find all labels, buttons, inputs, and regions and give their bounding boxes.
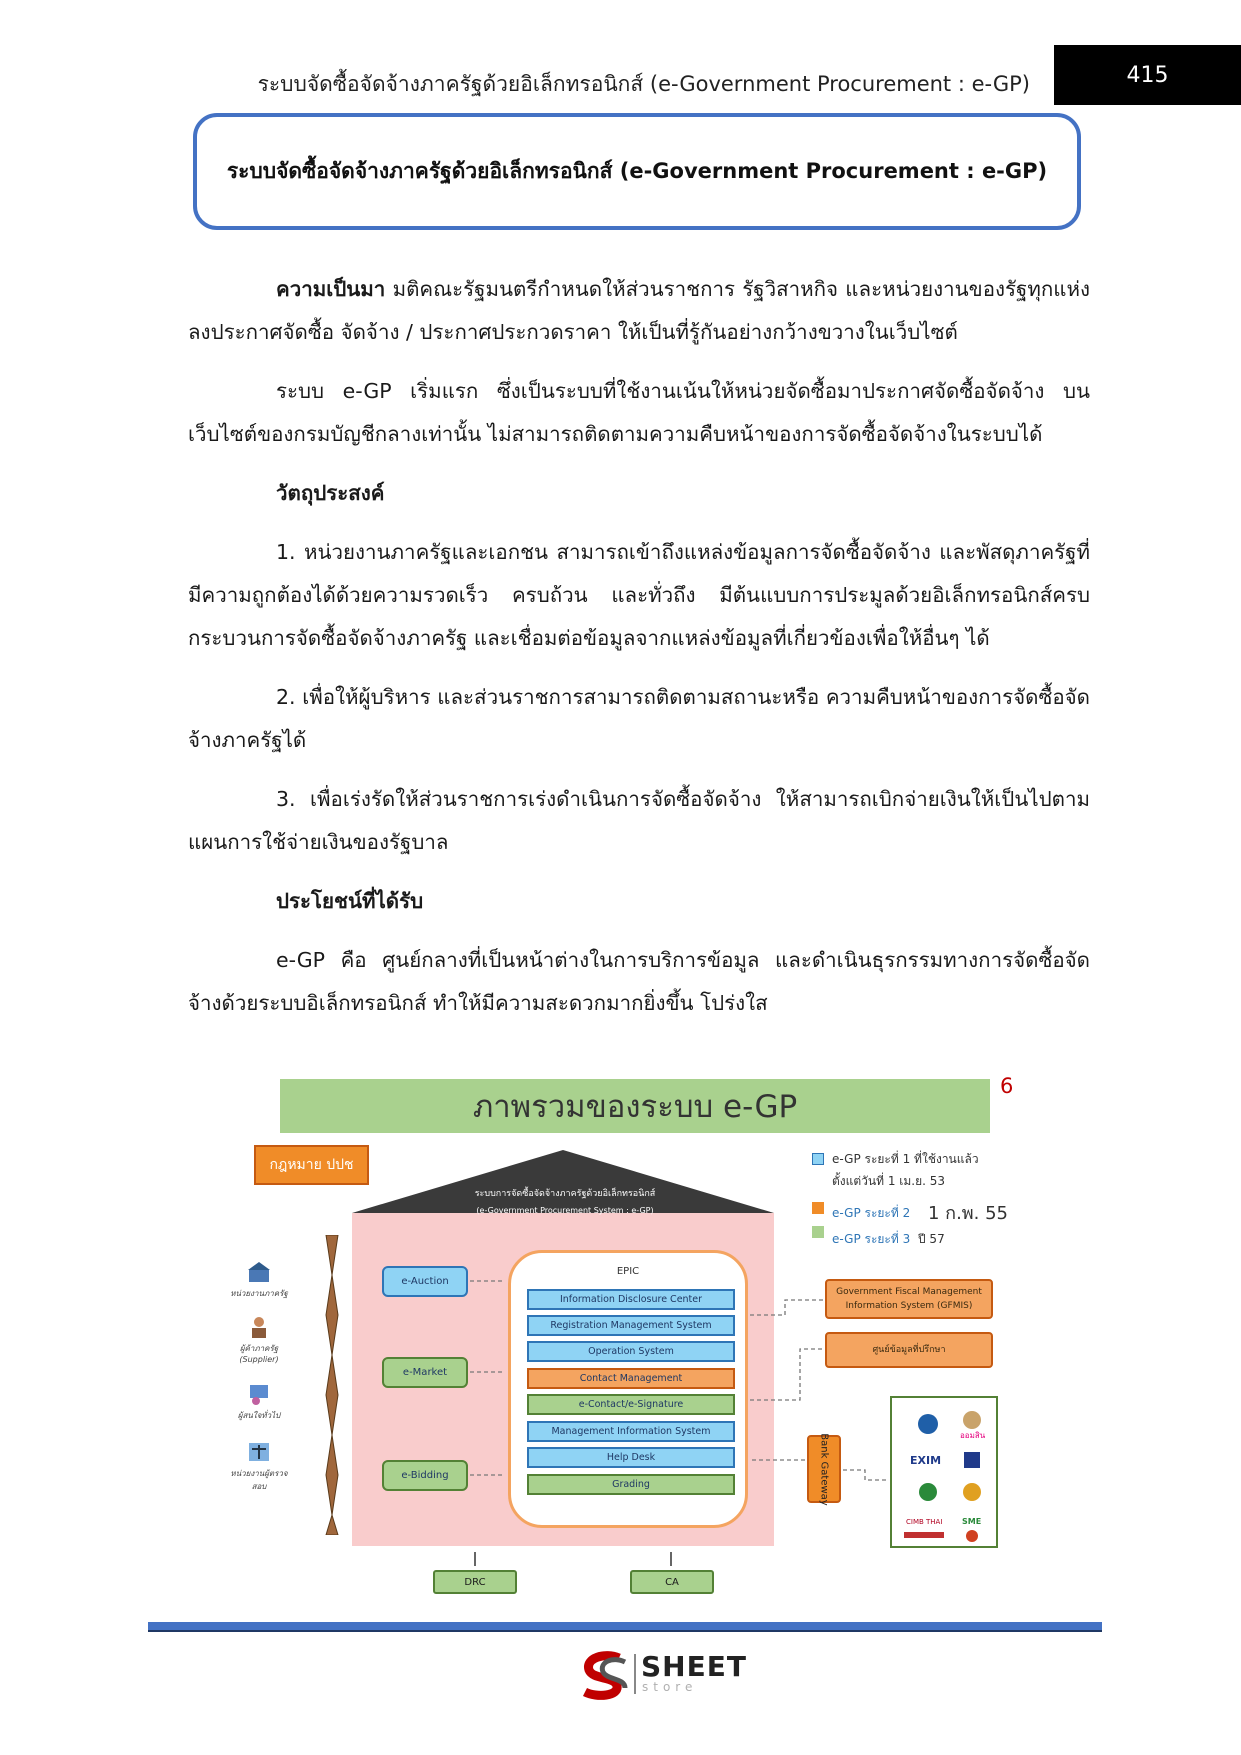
legend-phase1-date: ตั้งแต่วันที่ 1 เม.ย. 53 <box>832 1174 946 1188</box>
ca-box: CA <box>630 1570 714 1594</box>
law-box: กฎหมาย ปปช <box>254 1145 369 1185</box>
e-auction-box: e-Auction <box>382 1266 468 1297</box>
slide-number: 6 <box>1000 1074 1014 1098</box>
epic-item-contact-mgmt: Contact Management <box>527 1368 735 1389</box>
egp-overview-diagram <box>230 1070 1014 1610</box>
bank-logo-exim: EXIM <box>910 1454 942 1467</box>
bank-logo-cimb: CIMB THAI <box>906 1518 943 1526</box>
roof-title-thai: ระบบการจัดซื้อจัดจ้างภาครัฐด้วยอิเล็กทรอนิกส์ <box>474 1189 656 1199</box>
diagram-title: ภาพรวมของระบบ e-GP <box>280 1079 990 1133</box>
legend-phase3-swatch <box>812 1226 824 1238</box>
roof-title-english: (e-Government Procurement System : e-GP) <box>476 1206 654 1215</box>
paragraph-2: ระบบ e-GP เริ่มแรก ซึ่งเป็นระบบที่ใช้งานเน้นให้หน่วยจัดซื้อมาประกาศจัดซื้อจัดจ้าง บนเว็บไซต์ของกรมบัญชีกลางเท่านั้น ไม่สามารถติดตามความคืบหน้าของการจัดซื้อจัดจ้างในระบบได้ <box>188 379 1090 446</box>
stakeholder-sublabel: (Supplier) <box>239 1355 279 1364</box>
benefits-heading: ประโยชน์ที่ได้รับ <box>276 889 424 913</box>
background-paragraph <box>188 268 1090 354</box>
stakeholder-label: หน่วยงานภาครัฐ <box>230 1289 288 1298</box>
epic-item-mis: Management Information System <box>527 1421 735 1442</box>
bank-logo-gsb: ออมสิน <box>960 1431 986 1440</box>
logo-text: SHEET <box>641 1650 747 1683</box>
bank-logo-sme: SME <box>962 1517 982 1526</box>
bank-logos <box>892 1398 996 1546</box>
legend-phase3-date: ปี 57 <box>918 1232 945 1246</box>
consult-center-box: ศูนย์ข้อมูลที่ปรึกษา <box>825 1332 993 1368</box>
running-header: ระบบจัดซื้อจัดจ้างภาครัฐด้วยอิเล็กทรอนิกส์ (e-Government Procurement : e-GP) <box>257 72 1030 96</box>
epic-item-e-contact: e-Contact/e-Signature <box>527 1394 735 1415</box>
background-label: ความเป็นมา <box>276 277 386 301</box>
body-content <box>188 268 1090 1025</box>
bank-gateway-label: Bank Gateway <box>818 1432 830 1506</box>
page-number: 415 <box>1054 45 1241 105</box>
legend-phase3-text: e-GP ระยะที่ 3 <box>832 1232 911 1246</box>
logo-subtext: store <box>642 1680 698 1694</box>
bank-gateway-box <box>807 1432 841 1506</box>
objective-3: 3. เพื่อเร่งรัดให้ส่วนราชการเร่งดำเนินการจัดซื้อจัดจ้าง ให้สามารถเบิกจ่ายเงินให้เป็นไปตามแผนการใช้จ่ายเงินของรัฐบาล <box>188 787 1090 854</box>
gfmis-box: Government Fiscal Management Information System (GFMIS) <box>825 1279 993 1319</box>
objective-2: 2. เพื่อให้ผู้บริหาร และส่วนราชการสามารถติดตามสถานะหรือ ความคืบหน้าของการจัดซื้อจัดจ้างภาครัฐได้ <box>188 685 1090 752</box>
legend-phase1-swatch <box>812 1153 824 1165</box>
legend-phase2-swatch <box>812 1202 824 1214</box>
legend-phase2-text: e-GP ระยะที่ 2 <box>832 1206 911 1220</box>
epic-label: EPIC <box>616 1266 640 1277</box>
stakeholder-label: ผู้สนใจทั่วไป <box>237 1411 281 1420</box>
e-market-box: e-Market <box>382 1357 468 1388</box>
title-box <box>193 113 1081 230</box>
objectives-heading: วัตถุประสงค์ <box>276 481 385 505</box>
epic-item-help-desk: Help Desk <box>527 1447 735 1468</box>
legend-phase1-text: e-GP ระยะที่ 1 ที่ใช้งานแล้ว <box>832 1152 979 1166</box>
footer-rule <box>148 1622 1102 1630</box>
background-text: มติคณะรัฐมนตรีกำหนดให้ส่วนราชการ รัฐวิสาหกิจ และหน่วยงานของรัฐทุกแห่งลงประกาศจัดซื้อ จัดจ้าง / ประกาศประกวดราคา ให้เป็นที่รู้กันอย่างกว้างขวางในเว็บไซต์ <box>188 277 1090 344</box>
title-text: ระบบจัดซื้อจัดจ้างภาครัฐด้วยอิเล็กทรอนิกส์ (e-Government Procurement : e-GP) <box>226 159 1048 183</box>
epic-item-operation: Operation System <box>527 1341 735 1362</box>
e-bidding-box: e-Bidding <box>382 1460 468 1491</box>
legend-phase2-date: 1 ก.พ. 55 <box>928 1203 1009 1224</box>
stakeholder-label: ผู้ค้าภาครัฐ <box>239 1344 279 1353</box>
epic-item-info-disclosure: Information Disclosure Center <box>527 1289 735 1310</box>
objective-1: 1. หน่วยงานภาครัฐและเอกชน สามารถเข้าถึงแหล่งข้อมูลการจัดซื้อจัดจ้าง และพัสดุภาครัฐที่มีความถูกต้องได้ด้วยความรวดเร็ว ครบถ้วน และทั่วถึง มีต้นแบบการประมูลด้วยอิเล็กทรอนิกส์ครบกระบวนการจัดซื้อจัดจ้างภาครัฐ และเชื่อมต่อข้อมูลจากแหล่งข้อมูลที่เกี่ยวข้องเพื่อให้อื่นๆ ได้ <box>188 540 1090 650</box>
benefit-1: e-GP คือ ศูนย์กลางที่เป็นหน้าต่างในการบริการข้อมูล และดำเนินธุรกรรมทางการจัดซื้อจัดจ้างด้วยระบบอิเล็กทรอนิกส์ ทำให้มีความสะดวกมากยิ่งขึ้น โปร่งใส <box>188 948 1090 1015</box>
epic-item-registration: Registration Management System <box>527 1315 735 1336</box>
drc-box: DRC <box>433 1570 517 1594</box>
footer-rule-dark <box>148 1630 1102 1632</box>
epic-item-grading: Grading <box>527 1474 735 1495</box>
stakeholder-label: หน่วยงานผู้ตรวจสอบ <box>230 1469 288 1491</box>
banks-box <box>890 1396 998 1548</box>
